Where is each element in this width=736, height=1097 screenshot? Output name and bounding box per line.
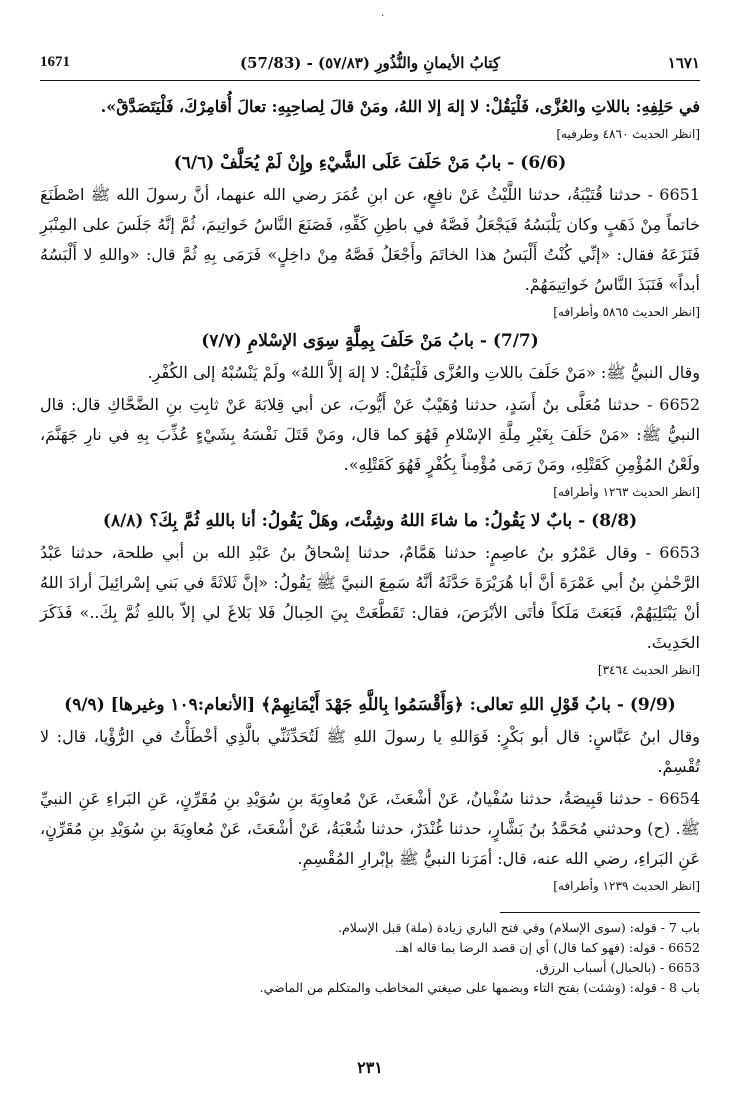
- intro-text: في حَلِفِهِ: باللاتِ والعُزَّى، فَلْيَقُلْ: لا إلهَ إلا اللهُ، ومَنْ قالَ لِصاحِبِهِ: تعالَ أُقامِرْكَ، فَلْيَتَصَدَّقْ».: [100, 97, 700, 116]
- footnote-divider: [500, 912, 700, 913]
- cross-reference: [انظر الحديث ٣٤٦٤]: [597, 663, 700, 677]
- cross-reference: [انظر الحديث ٥٨٦٥ وأطرافه]: [553, 305, 700, 319]
- hadith-6654: 6654 - حدثنا قَبِيصَةُ، حدثنا سُفْيانُ، عَنْ أشْعَثَ، عَنْ مُعاوِيَةَ بنِ سُوَيْدِ بنِ مُقَرِّنٍ، عَنِ البَراءِ عَنِ النبيِّ ﷺ. (ح) وحدثني مُحَمَّدُ بنُ بَشَّارٍ، حدثنا غُنْدَرٌ، حدثنا شُعْبَةُ، عَنْ أشْعَثَ، عَنْ مُعاوِيَةَ بنِ سُوَيْدِ بنِ مُقَرِّنٍ، عَنِ البَراءِ، رضي الله عنه، قال: أمَرَنا النبيُّ ﷺ بإبْرارِ المُقْسِمِ.: [40, 789, 700, 868]
- hadith-6652: 6652 - حدثنا مُعَلَّى بنُ أَسَدٍ، حدثنا وُهَيْبٌ عَنْ أَيُّوبَ، عن أبي قِلابَةَ عَنْ ثابِتِ بنِ الضَّحَّاكِ قال: قال النبيُّ ﷺ: «مَنْ حَلَفَ بِغَيْرِ مِلَّةِ الإسْلامِ فَهُوَ كما قال، ومَنْ قَتَلَ نَفْسَهُ بِشَيْءٍ عُذِّبَ بِهِ في نارِ جَهَنَّمَ، ولَعْنُ المُؤْمِنِ كَقَتْلِهِ، ومَنْ رَمَى مُؤْمِناً بِكُفْرٍ فَهُوَ كَقَتْلِهِ».: [40, 395, 700, 474]
- page-number-arabic: ١٦٧١: [667, 54, 700, 72]
- chapter-heading-8: (8/8) - بابٌ لا يَقُولُ: ما شاءَ اللهُ وشِئْتَ، وهَلْ يَقُولُ: أنا باللهِ ثُمَّ بِكَ؟ (٨/٨): [102, 511, 638, 531]
- cross-reference: [انظر الحديث ١٢٣٩ وأطرافه]: [553, 879, 700, 893]
- chapter-heading-7: (7/7) - بابُ مَنْ حَلَفَ بِمِلَّةٍ سِوَى الإسْلامِ (٧/٧): [201, 331, 539, 351]
- top-mark: ٠: [380, 10, 386, 21]
- running-header: [40, 50, 700, 81]
- page-number-footer: ٢٣١: [357, 1058, 383, 1077]
- footnotes: [40, 918, 700, 998]
- footnote: 6652 - قوله: (فهو كما قال) أي إن قصد الرضا بما قاله اهـ.: [394, 940, 700, 955]
- page-number-latin: 1671: [40, 54, 70, 70]
- cross-reference: [انظر الحديث ١٢٦٣ وأطرافه]: [553, 485, 700, 499]
- main-text: [40, 92, 700, 900]
- page: [40, 0, 700, 1097]
- book-title: (57/83) - كِتابُ الأيمانِ والنُّذُورِ (٥٧/٨٣): [239, 54, 501, 72]
- chapter-heading-9: (9/9) - بابُ قَوْلِ اللهِ تعالى: ﴿وَأَقْسَمُوا بِاللَّهِ جَهْدَ أَيْمَانِهِمْ﴾ [الأنعام:١٠٩ وغيرها] (٩/٩): [64, 695, 676, 715]
- chapter-7-intro: وقال النبيُّ ﷺ: «مَنْ حَلَفَ باللاتِ والعُزَّى فَلْيَقُلْ: لا إلهَ إلاَّ اللهُ» ولَمْ يَنْسُبْهُ إلى الكُفْرِ.: [147, 363, 700, 382]
- chapter-9-intro: وقال ابنُ عَبَّاسٍ: قال أبو بَكْرٍ: فَوَاللهِ يا رسولَ اللهِ ﷺ لَتُحَدِّثَنِّي بالَّذِي أخْطَأْتُ في الرُّؤْيا، قال: لا تُقْسِمْ.: [40, 727, 700, 776]
- hadith-6651: 6651 - حدثنا قُتَيْبَةُ، حدثنا اللَّيْثُ عَنْ نافِعٍ، عن ابنِ عُمَرَ رضي الله عنهما، أنَّ رسولَ الله ﷺ اصْطَنَعَ خاتماً مِنْ ذَهَبٍ وكان يَلْبَسُهُ فَيَجْعَلُ فَصَّهُ في باطِنِ كَفِّهِ، فَصَنَعَ النَّاسُ خَواتِيمَ، ثُمَّ إنَّهُ جَلَسَ على المِنْبَرِ فَنَزَعَهُ فقال: «إنِّي كُنْتُ أَلْبَسُ هذا الخاتَمَ وأَجْعَلُ فَصَّهُ مِنْ داخِلٍ» فَرَمَى بِهِ ثُمَّ قال: «واللهِ لا أَلْبَسُهُ أبداً» فَنَبَذَ النَّاسُ خَواتِيمَهُمْ.: [40, 185, 700, 294]
- hadith-6653: 6653 - وقال عَمْرُو بنُ عاصِمٍ: حدثنا هَمَّامٌ، حدثنا إسْحاقُ بنُ عَبْدِ الله بن أبي طلحة، حدثنا عَبْدُ الرَّحْمٰنِ بنُ أبي عَمْرَةَ أنَّ أبا هُرَيْرَةَ حَدَّثَهُ أنَّهُ سَمِعَ النبيَّ ﷺ يَقُولُ: «إنَّ ثَلاثَةً في بَني إسْرائِيلَ أرادَ اللهُ أنْ يَبْتَلِيَهُمْ، فَبَعَثَ مَلَكاً فأتَى الأبْرَصَ، فقال: تَقَطَّعَتْ بِيَ الحِبالُ فَلا بَلاغَ لي إلاّ باللهِ ثُمَّ بِكَ..» فَذَكَرَ الحَدِيثَ.: [40, 543, 701, 652]
- cross-reference: [انظر الحديث ٤٨٦٠ وطرفيه]: [556, 127, 700, 141]
- footnote: باب 7 - قوله: (سوى الإسلام) وفي فتح الباري زيادة (ملة) قبل الإسلام.: [338, 920, 700, 935]
- footnote: 6653 - (بالحبال) أسباب الرزق.: [535, 960, 700, 975]
- chapter-heading-6: (6/6) - بابُ مَنْ حَلَفَ عَلَى الشَّيْءِ وإِنْ لَمْ يُحَلَّفْ (٦/٦): [173, 153, 567, 173]
- footnote: باب 8 - قوله: (وشئت) بفتح التاء وبضمها على صيغتي المخاطب والمتكلم من الماضي.: [259, 980, 700, 995]
